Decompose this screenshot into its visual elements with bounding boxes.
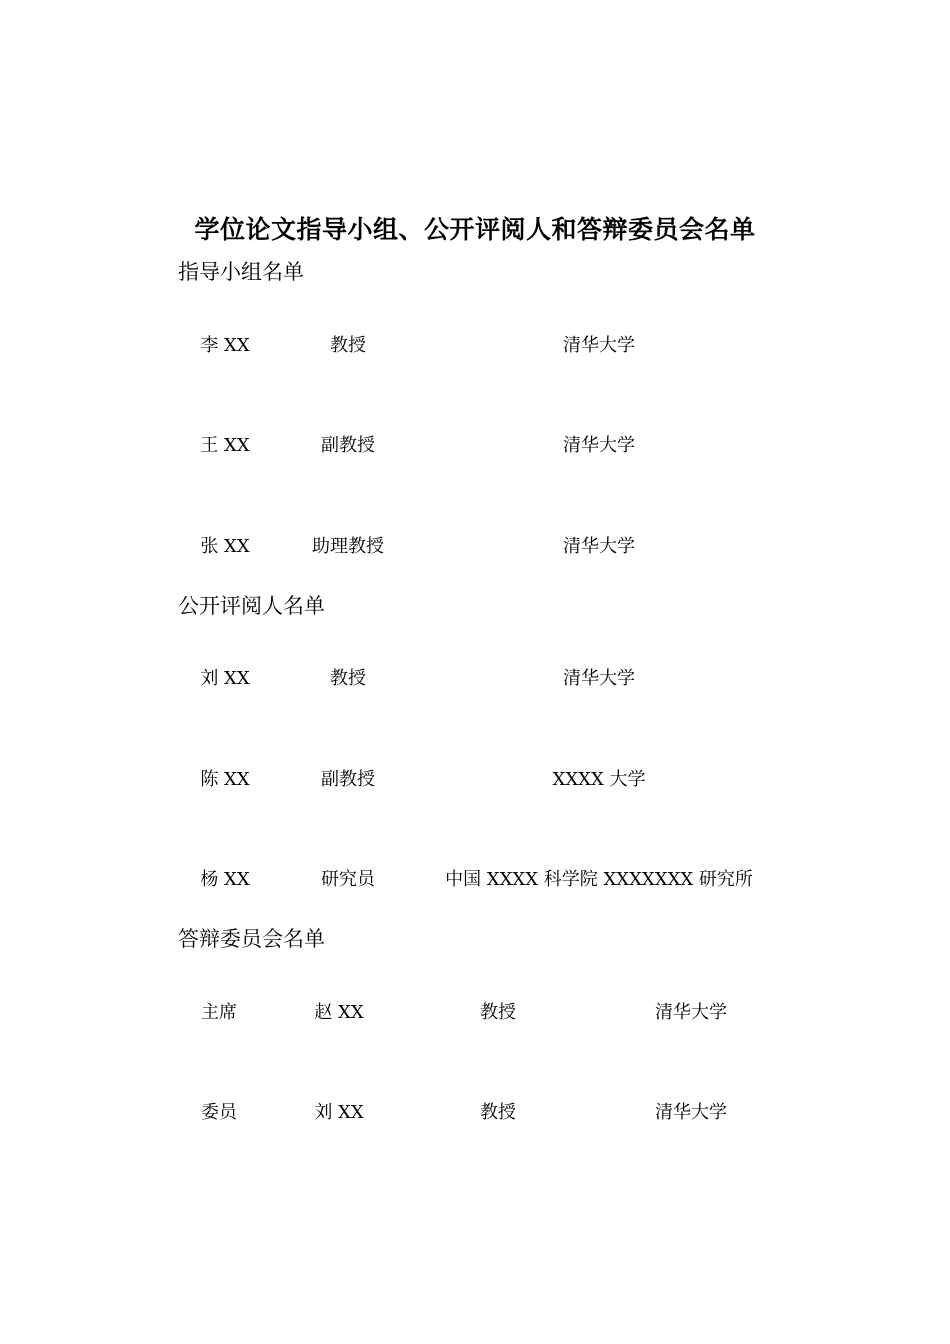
reviewer-name: 刘 XX: [200, 668, 250, 689]
document-title: 学位论文指导小组、公开评阅人和答辩委员会名单: [194, 215, 756, 244]
reviewer-rank: 研究员: [321, 869, 375, 890]
advisor-group-heading: 指导小组名单: [178, 260, 304, 284]
advisor-rank: 副教授: [321, 435, 375, 456]
advisor-name: 李 XX: [200, 335, 250, 356]
committee-rank: 教授: [480, 1002, 516, 1023]
reviewers-heading: 公开评阅人名单: [178, 594, 325, 618]
committee-heading: 答辩委员会名单: [178, 927, 325, 951]
committee-role: 主席: [201, 1002, 237, 1023]
committee-affiliation: 清华大学: [655, 1002, 727, 1023]
committee-role: 委员: [201, 1102, 237, 1123]
advisor-name: 张 XX: [200, 536, 250, 557]
advisor-rank: 教授: [330, 335, 366, 356]
reviewer-affiliation: 中国 XXXX 科学院 XXXXXXX 研究所: [445, 869, 753, 890]
reviewer-rank: 教授: [330, 668, 366, 689]
committee-rank: 教授: [480, 1102, 516, 1123]
committee-affiliation: 清华大学: [655, 1102, 727, 1123]
advisor-affiliation: 清华大学: [563, 536, 635, 557]
advisor-name: 王 XX: [200, 435, 250, 456]
reviewer-affiliation: 清华大学: [563, 668, 635, 689]
committee-name: 刘 XX: [314, 1102, 364, 1123]
committee-name: 赵 XX: [314, 1002, 364, 1023]
reviewer-name: 陈 XX: [200, 769, 250, 790]
reviewer-affiliation: XXXX 大学: [552, 769, 646, 790]
advisor-affiliation: 清华大学: [563, 435, 635, 456]
reviewer-rank: 副教授: [321, 769, 375, 790]
advisor-affiliation: 清华大学: [563, 335, 635, 356]
reviewer-name: 杨 XX: [200, 869, 250, 890]
advisor-rank: 助理教授: [312, 536, 384, 557]
